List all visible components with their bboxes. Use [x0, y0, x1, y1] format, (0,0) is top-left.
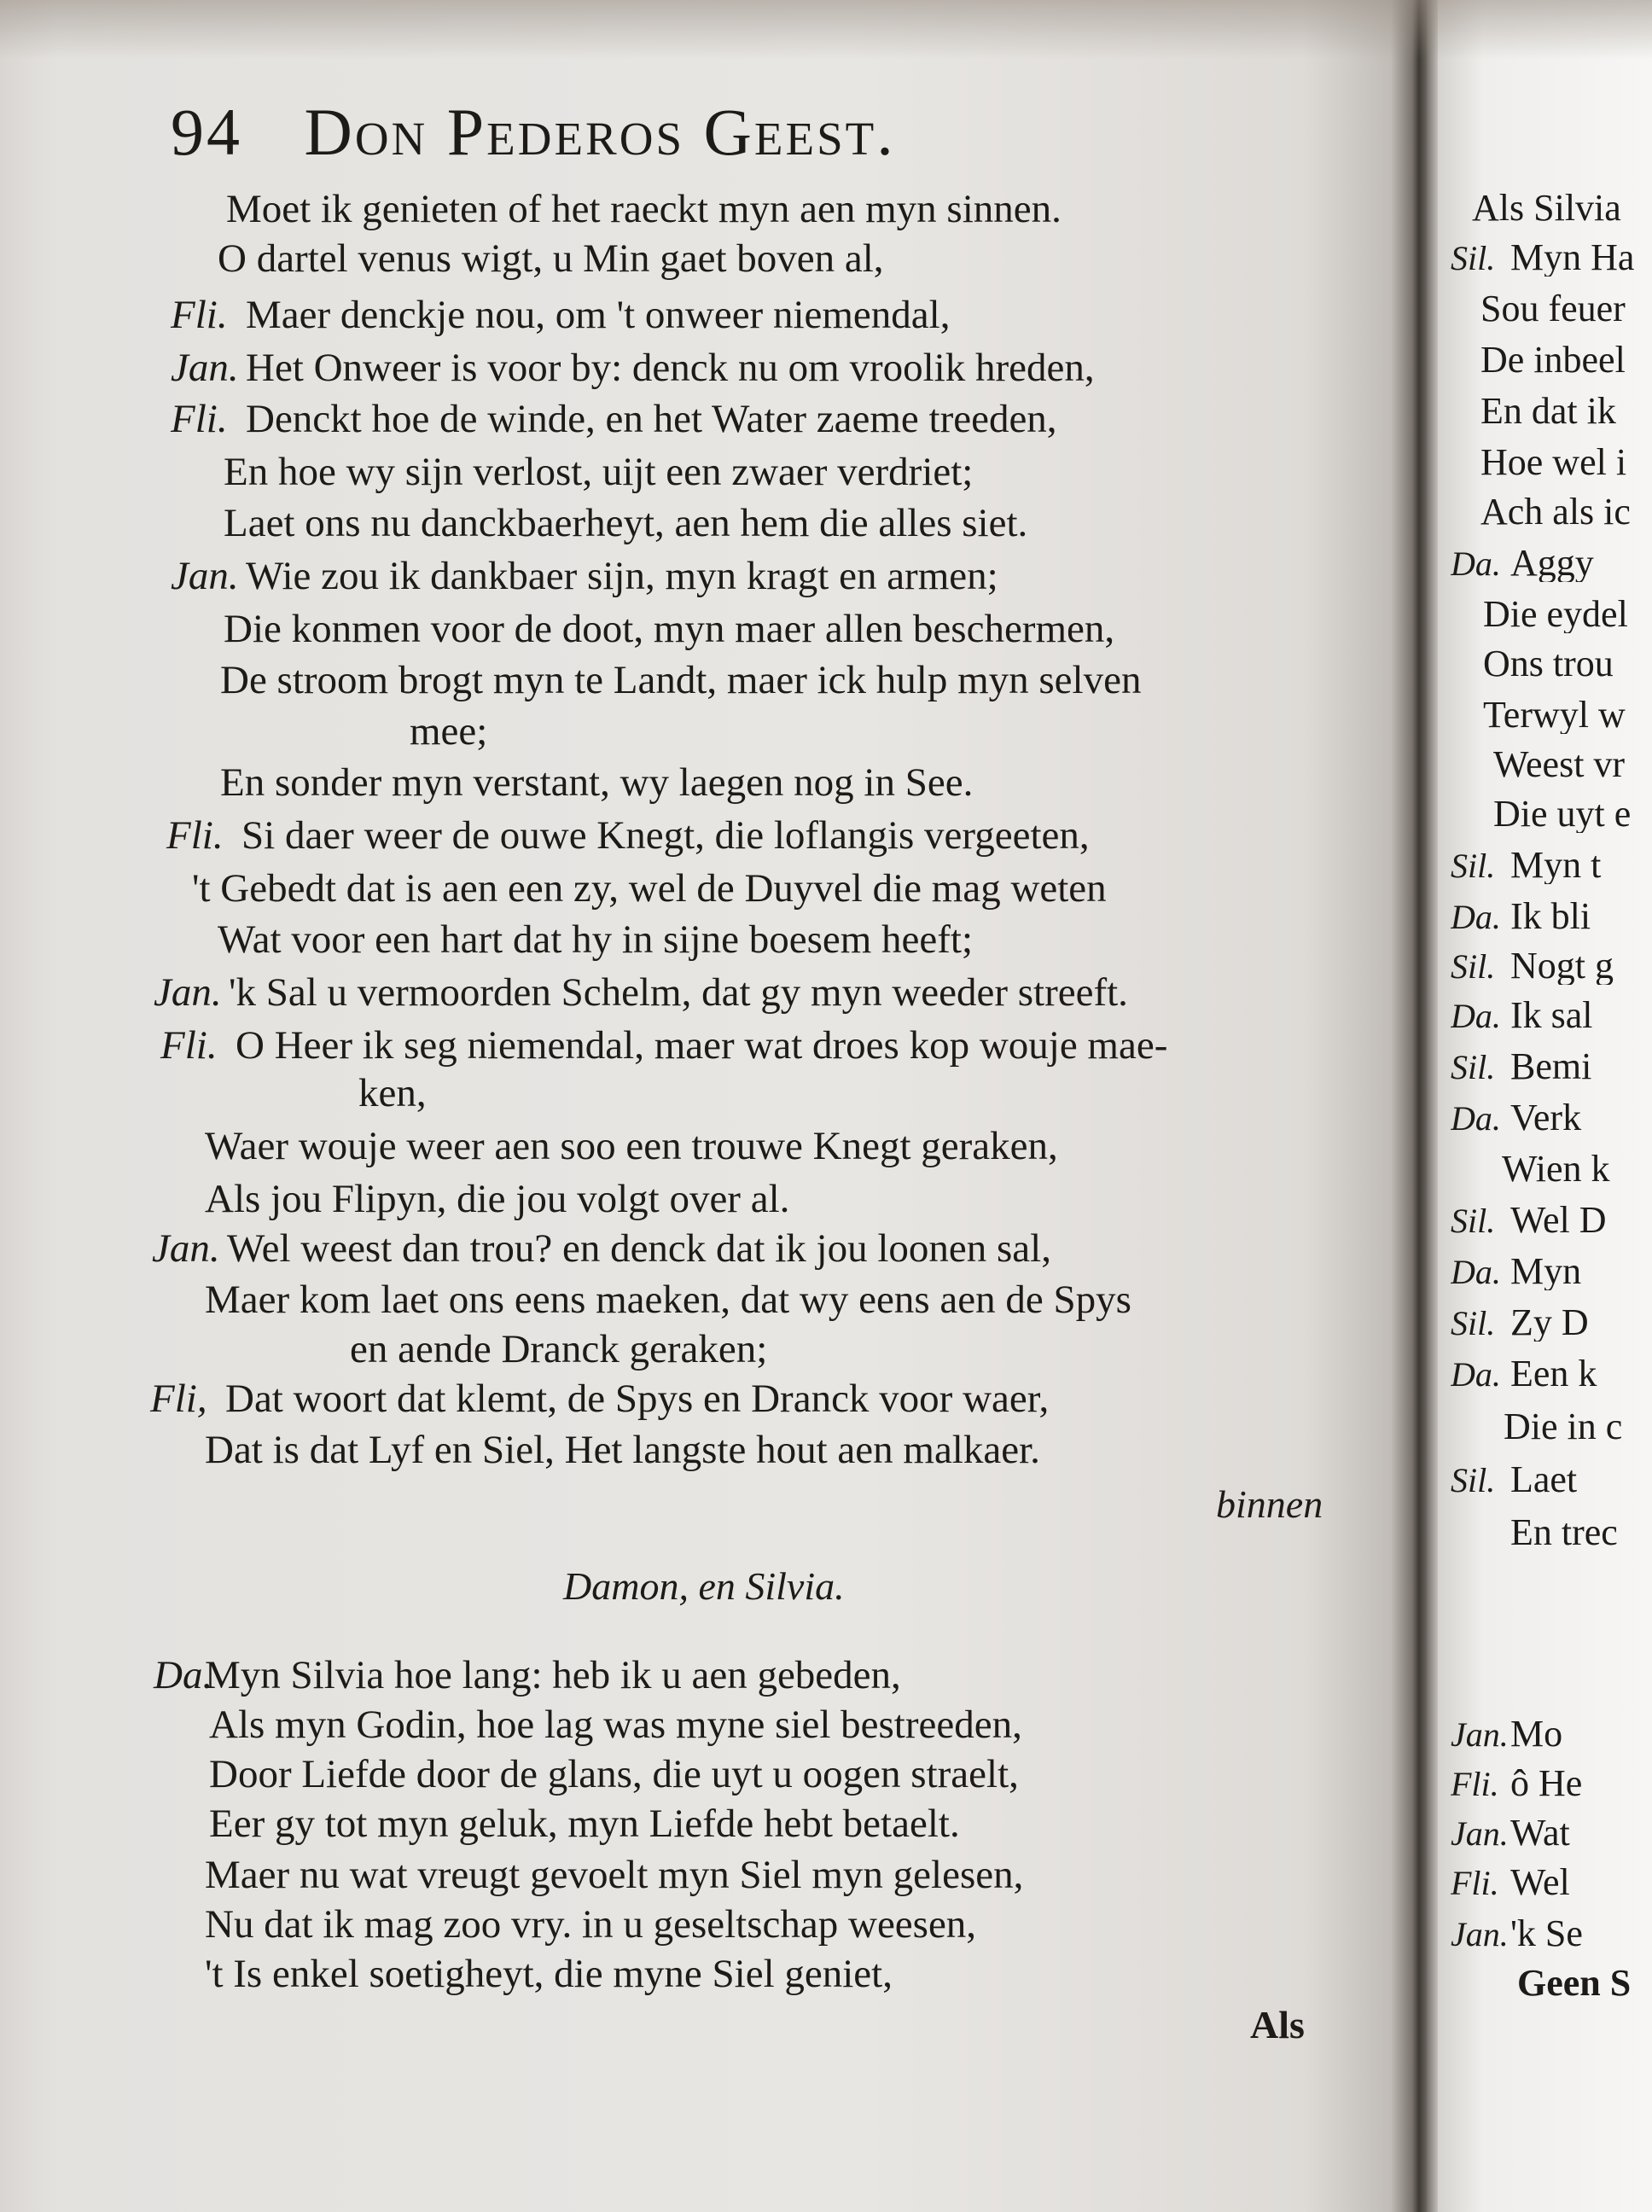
- verse-text: Als myn Godin, hoe lag was myne siel bestreeden,: [209, 1703, 1022, 1747]
- fragment-line: [1480, 341, 1652, 379]
- verse-line: [224, 501, 1028, 545]
- fragment-text: Terwyl w: [1483, 696, 1626, 734]
- verse-line: [205, 1902, 977, 1947]
- fragment-line: [1451, 544, 1652, 582]
- speaker-label: Sil.: [1451, 947, 1496, 985]
- running-title: Don Pederos Geest.: [304, 95, 896, 169]
- verse-text: Maer denckje nou, om 't onweer niemendal,: [246, 293, 951, 337]
- fragment-text: ô He: [1510, 1765, 1583, 1802]
- fragment-text: Een k: [1510, 1355, 1597, 1393]
- verse-text: Denckt hoe de winde, en het Water zaeme treeden,: [246, 397, 1057, 441]
- verse-line: [358, 1071, 427, 1115]
- verse-line: [226, 189, 1062, 230]
- scene-heading: Damon, en Silvia.: [563, 1564, 845, 1608]
- fragment-line: [1504, 1408, 1652, 1446]
- speaker-label: Jan.: [154, 970, 222, 1015]
- verse-line: [205, 1179, 789, 1220]
- speaker-label: Jan.: [1451, 1715, 1509, 1753]
- fragment-line: [1493, 795, 1652, 833]
- verse-line: [205, 1280, 1131, 1320]
- speaker-label: Fli.: [1451, 1765, 1499, 1802]
- fragment-line: [1451, 898, 1652, 935]
- fragment-line: [1472, 189, 1652, 227]
- speaker-label: Jan.: [171, 554, 239, 598]
- fragment-line: [1480, 493, 1652, 531]
- fragment-line: [1480, 393, 1652, 430]
- verse-line: [150, 1379, 1049, 1419]
- fragment-text: Bemi: [1510, 1048, 1592, 1086]
- verse-text: Laet ons nu danckbaerheyt, aen hem die alles siet.: [224, 501, 1028, 545]
- verse-line: [166, 813, 1090, 858]
- fragment-line: [1510, 1514, 1652, 1551]
- verse-text: Myn Silvia hoe lang: heb ik u aen gebeden,: [205, 1653, 901, 1697]
- fragment-line: [1451, 1461, 1652, 1499]
- fragment-line: [1483, 645, 1652, 683]
- speaker-label: Da.: [1451, 1099, 1501, 1137]
- fragment-text: Myn Ha: [1510, 239, 1635, 276]
- running-header: [171, 94, 896, 171]
- fragment-line: [1451, 1814, 1652, 1852]
- verse-text: O dartel venus wigt, u Min gaet boven al,: [218, 236, 884, 281]
- fragment-text: Myn: [1510, 1253, 1582, 1290]
- verse-text: En hoe wy sijn verlost, uijt een zwaer verdriet;: [224, 450, 974, 494]
- verse-text: Die konmen voor de doot, myn maer allen beschermen,: [224, 607, 1115, 651]
- fragment-text: Hoe wel i: [1480, 444, 1627, 481]
- fragment-line: [1451, 1202, 1652, 1239]
- verse-text: Wat voor een hart dat hy in sijne boesem heeft;: [218, 917, 974, 962]
- fragment-line: [1483, 596, 1652, 633]
- verse-line: [224, 609, 1114, 649]
- fragment-line: [1451, 1099, 1652, 1137]
- verse-line: [205, 1954, 893, 1994]
- fragment-text: Aggy: [1510, 544, 1594, 582]
- fragment-line: [1451, 1048, 1652, 1086]
- verse-text: Als jou Flipyn, die jou volgt over al.: [205, 1177, 790, 1221]
- speaker-label: Da.: [1451, 1253, 1501, 1290]
- book-gutter: [1391, 0, 1438, 2212]
- fragment-line: [1517, 1965, 1652, 2002]
- verse-line: [220, 760, 974, 805]
- verse-line: [220, 658, 1142, 702]
- fragment-text: Wien k: [1502, 1150, 1610, 1188]
- fragment-line: [1483, 696, 1652, 734]
- fragment-line: [1451, 1765, 1652, 1802]
- verse-text: Door Liefde door de glans, die uyt u oogen straelt,: [209, 1752, 1019, 1796]
- fragment-line: [1480, 444, 1652, 481]
- verse-line: [205, 1430, 1040, 1470]
- fragment-text: Weest vr: [1493, 746, 1626, 783]
- speaker-label: Fli.: [166, 813, 224, 858]
- fragment-line: [1451, 1864, 1652, 1901]
- page-number: 94: [171, 95, 242, 169]
- fragment-line: [1451, 997, 1652, 1034]
- verse-text: En sonder myn verstant, wy laegen nog in See.: [220, 760, 974, 805]
- verse-text: Eer gy tot myn geluk, myn Liefde hebt betaelt.: [209, 1802, 960, 1846]
- speaker-label: Da.: [1451, 1355, 1501, 1393]
- catchword: Als: [1250, 2003, 1305, 2046]
- verse-line: [154, 970, 1128, 1015]
- verse-text: Moet ik genieten of het raeckt myn aen myn sinnen.: [226, 187, 1062, 231]
- verse-line: [154, 1653, 901, 1697]
- speaker-label: Fli.: [160, 1023, 218, 1068]
- speaker-label: Sil.: [1451, 1304, 1496, 1342]
- fragment-line: [1451, 239, 1652, 276]
- speaker-label: Da.: [1451, 898, 1501, 935]
- fragment-text: Mo: [1510, 1715, 1563, 1753]
- verse-line: [218, 236, 884, 281]
- speaker-label: Da.: [1451, 997, 1501, 1034]
- fragment-text: Verk: [1510, 1099, 1582, 1137]
- fragment-line: [1480, 290, 1652, 328]
- fragment-line: [1502, 1150, 1652, 1188]
- verse-text: Dat woort dat klemt, de Spys en Dranck voor waer,: [225, 1377, 1050, 1421]
- verse-line: [171, 348, 1095, 388]
- fragment-text: Ach als ic: [1480, 493, 1631, 531]
- fragment-line: [1451, 1253, 1652, 1290]
- verse-text: 't Gebedt dat is aen een zy, wel de Duyvel die mag weten: [192, 866, 1107, 911]
- verse-text: 't Is enkel soetigheyt, die myne Siel geniet,: [205, 1952, 893, 1996]
- verse-text: mee;: [410, 709, 488, 754]
- verse-line: [160, 1023, 1168, 1068]
- fragment-text: Die uyt e: [1493, 795, 1632, 833]
- fragment-text: De inbeel: [1480, 341, 1626, 379]
- verse-line: [350, 1327, 768, 1371]
- fragment-line: [1451, 1915, 1652, 1953]
- speaker-label: Fli.: [1451, 1864, 1499, 1901]
- fragment-text: Ik bli: [1510, 898, 1591, 935]
- verse-line: [171, 399, 1057, 439]
- verse-text: De stroom brogt myn te Landt, maer ick hulp myn selven: [220, 658, 1142, 702]
- top-shadow: [0, 0, 1652, 60]
- fragment-text: Die eydel: [1483, 596, 1628, 633]
- verse-line: [224, 452, 973, 492]
- speaker-label: Sil.: [1451, 847, 1496, 884]
- verse-text: Dat is dat Lyf en Siel, Het langste hout aen malkaer.: [205, 1428, 1040, 1472]
- fragment-line: [1451, 1715, 1652, 1753]
- verse-text: O Heer ik seg niemendal, maer wat droes kop wouje mae-: [236, 1023, 1168, 1068]
- fragment-line: [1451, 1304, 1652, 1342]
- fragment-text: Zy D: [1510, 1304, 1589, 1342]
- fragment-text: Als Silvia: [1472, 189, 1621, 227]
- verse-text: ken,: [358, 1071, 427, 1115]
- speaker-label: Jan.: [152, 1226, 220, 1271]
- verse-line: [192, 866, 1107, 911]
- fragment-text: Wel D: [1510, 1202, 1607, 1239]
- fragment-text: Laet: [1510, 1461, 1578, 1499]
- fragment-text: Sou feuer: [1480, 290, 1626, 328]
- verse-text: Si daer weer de ouwe Knegt, die loflangis vergeeten,: [241, 813, 1090, 858]
- speaker-label: Sil.: [1451, 1461, 1496, 1499]
- fragment-line: [1451, 847, 1652, 884]
- fragment-text: Wel: [1510, 1864, 1570, 1901]
- verse-line: [205, 1855, 1023, 1895]
- verse-line: [218, 917, 974, 962]
- verse-text: Het Onweer is voor by: denck nu om vroolik hreden,: [246, 346, 1095, 390]
- verse-line: [410, 709, 488, 754]
- fragment-text: En trec: [1510, 1514, 1618, 1551]
- stage-direction: binnen: [1216, 1482, 1323, 1526]
- fragment-line: [1493, 746, 1652, 783]
- verse-text: 'k Sal u vermoorden Schelm, dat gy myn weeder streeft.: [229, 970, 1128, 1015]
- fragment-text: Myn t: [1510, 847, 1602, 884]
- speaker-label: Jan.: [171, 346, 239, 390]
- speaker-label: Da.: [1451, 544, 1501, 582]
- speaker-label: Fli.: [171, 293, 228, 337]
- fragment-text: Ik sal: [1510, 997, 1593, 1034]
- verse-line: [209, 1705, 1022, 1745]
- verse-text: Wie zou ik dankbaer sijn, myn kragt en armen;: [246, 554, 998, 598]
- speaker-label: Sil.: [1451, 1202, 1496, 1239]
- verse-text: en aende Dranck geraken;: [350, 1327, 768, 1371]
- speaker-label: Jan.: [1451, 1915, 1509, 1953]
- verse-text: Wel weest dan trou? en denck dat ik jou loonen sal,: [227, 1226, 1051, 1271]
- fragment-line: [1451, 947, 1652, 985]
- speaker-label: Fli.: [171, 397, 228, 441]
- fragment-text: En dat ik: [1480, 393, 1616, 430]
- verse-line: [171, 295, 950, 335]
- verse-line: [171, 556, 998, 597]
- speaker-label: Da.: [154, 1653, 213, 1697]
- speaker-label: Jan.: [1451, 1814, 1509, 1852]
- verse-line: [209, 1804, 960, 1844]
- speaker-label: Fli,: [150, 1377, 207, 1421]
- fragment-line: [1451, 1355, 1652, 1393]
- speaker-label: Sil.: [1451, 239, 1496, 276]
- verse-text: Maer nu wat vreugt gevoelt myn Siel myn gelesen,: [205, 1853, 1024, 1897]
- fragment-text: Wat: [1510, 1814, 1570, 1852]
- verse-line: [152, 1226, 1051, 1271]
- verse-text: Nu dat ik mag zoo vry. in u geseltschap weesen,: [205, 1902, 977, 1947]
- verse-text: Maer kom laet ons eens maeken, dat wy eens aen de Spys: [205, 1278, 1131, 1322]
- verse-line: [209, 1752, 1019, 1796]
- fragment-text: Ons trou: [1483, 645, 1614, 683]
- fragment-text: 'k Se: [1510, 1915, 1583, 1953]
- fragment-text: Nogt g: [1510, 947, 1614, 985]
- speaker-label: Sil.: [1451, 1048, 1496, 1086]
- fragment-text: Geen S: [1517, 1965, 1632, 2002]
- verse-line: [205, 1126, 1058, 1167]
- verse-text: Waer wouje weer aen soo een trouwe Knegt geraken,: [205, 1124, 1058, 1168]
- fragment-text: Die in c: [1504, 1408, 1623, 1446]
